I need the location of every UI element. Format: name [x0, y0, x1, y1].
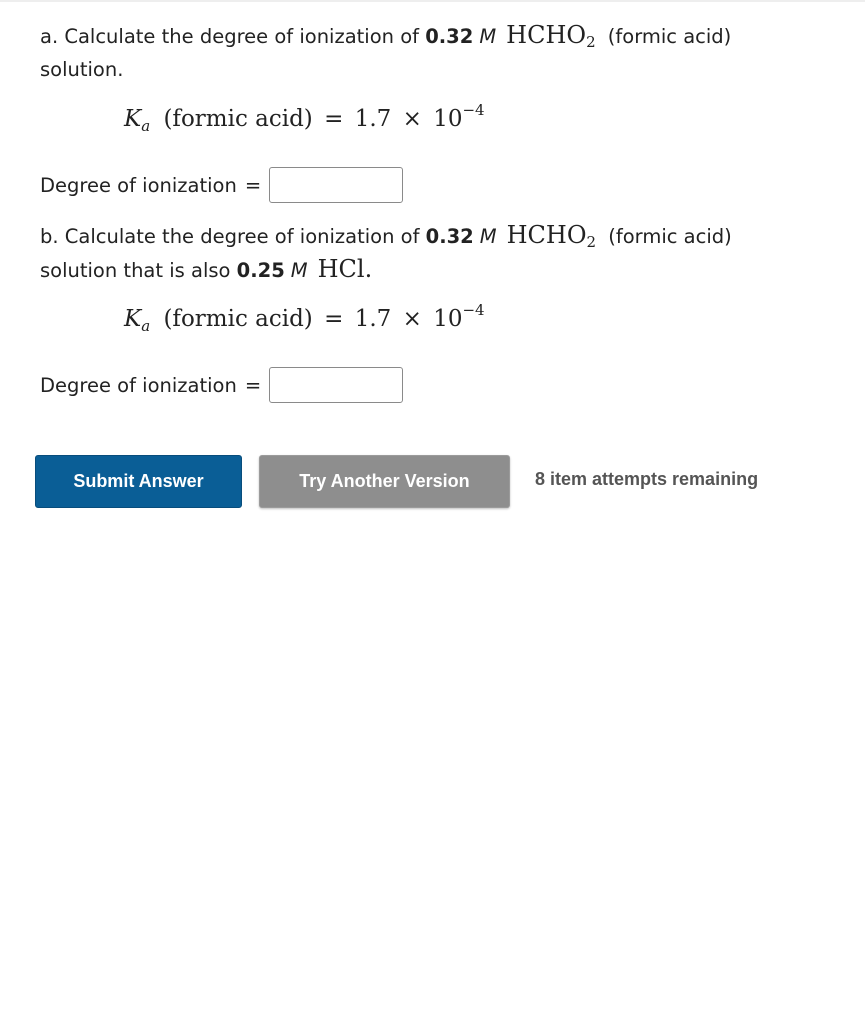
- question-b-molar-unit: M: [479, 225, 497, 248]
- ka-exponent: −4: [462, 301, 485, 319]
- ka-label: (formic acid): [163, 306, 313, 332]
- question-b-formula: [507, 221, 596, 249]
- question-a-text: [40, 19, 840, 86]
- ka-symbol: K: [124, 106, 142, 132]
- question-a-acid-name: (formic acid): [601, 25, 732, 48]
- formula-main: HCHO: [506, 221, 587, 249]
- ka-mantissa: 1.7: [354, 106, 392, 132]
- question-a-line2: solution.: [40, 58, 124, 81]
- ka-equals: =: [324, 306, 344, 332]
- question-b-intro: b. Calculate the degree of ionization of: [40, 225, 426, 248]
- answer-label-b: Degree of ionization: [40, 373, 237, 397]
- question-b-line2: solution that is also: [40, 259, 237, 282]
- ka-equation-b: [124, 301, 485, 342]
- formula-main: HCHO: [506, 21, 587, 49]
- question-b-hcl-unit: M: [290, 259, 308, 282]
- ka-label: (formic acid): [163, 106, 313, 132]
- question-b-concentration: 0.32: [425, 225, 474, 248]
- question-b-acid-name: (formic acid): [602, 225, 732, 248]
- question-b-text: [40, 219, 840, 287]
- attempts-remaining-text: 8 item attempts remaining: [535, 469, 759, 489]
- answer-row-a: [40, 165, 403, 205]
- question-a-concentration: 0.32: [425, 25, 474, 48]
- question-a-formula: [506, 21, 595, 49]
- degree-of-ionization-input-a[interactable]: [269, 167, 403, 203]
- formula-subscript: 2: [586, 233, 597, 251]
- question-b-hcl-formula: HCl.: [317, 255, 373, 283]
- top-divider: [0, 0, 865, 2]
- ka-exponent: −4: [462, 101, 485, 119]
- formula-subscript: 2: [586, 33, 596, 51]
- ka-subscript: a: [141, 317, 151, 335]
- ka-times: ×: [402, 106, 422, 132]
- ka-times: ×: [402, 306, 422, 332]
- ka-subscript: a: [141, 117, 151, 135]
- submit-answer-button[interactable]: Submit Answer: [35, 455, 242, 508]
- ka-symbol: K: [124, 306, 142, 332]
- answer-equals-b: =: [244, 373, 262, 397]
- answer-row-b: [40, 365, 403, 405]
- ka-mantissa: 1.7: [354, 306, 392, 332]
- question-a-intro: a. Calculate the degree of ionization of: [40, 25, 426, 48]
- question-b-hcl-concentration: 0.25: [236, 259, 285, 282]
- answer-equals-a: =: [244, 173, 262, 197]
- ka-equals: =: [324, 106, 344, 132]
- ka-equation-a: [124, 101, 485, 142]
- try-another-version-button[interactable]: Try Another Version: [259, 455, 510, 508]
- ka-base: 10: [433, 306, 463, 332]
- answer-label-a: Degree of ionization: [40, 173, 237, 197]
- question-a-molar-unit: M: [479, 25, 497, 48]
- ka-base: 10: [433, 106, 463, 132]
- degree-of-ionization-input-b[interactable]: [269, 367, 403, 403]
